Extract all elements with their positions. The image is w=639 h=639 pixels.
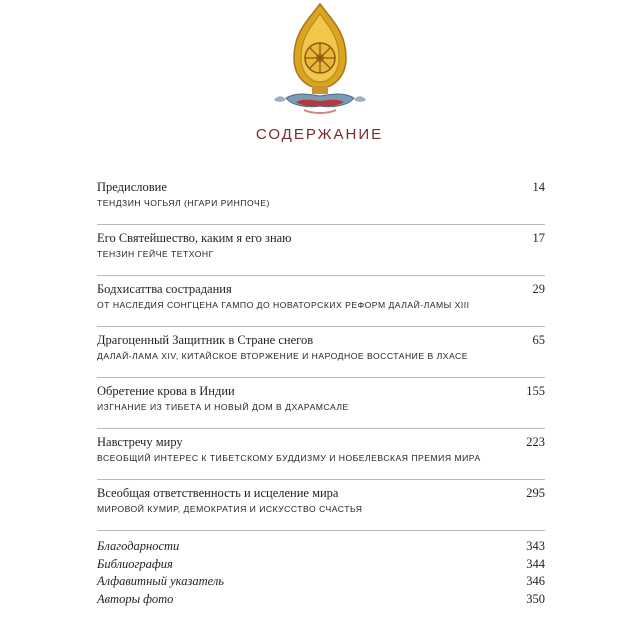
entry-title: Его Святейшество, каким я его знаю — [97, 231, 292, 245]
entry-subtitle: МИРОВОЙ КУМИР, ДЕМОКРАТИЯ И ИСКУССТВО СЧАСТЬЯ — [97, 504, 363, 514]
entry-title: Навстречу миру — [97, 435, 183, 449]
page-title: СОДЕРЖАНИЕ — [255, 126, 384, 143]
entry-title: Обретение крова в Индии — [97, 384, 235, 398]
back-matter-entry[interactable] — [97, 574, 545, 592]
entry-title: Алфавитный указатель — [97, 574, 224, 588]
entry-title: Библиография — [97, 556, 173, 571]
entry-page: 350 — [526, 591, 545, 606]
entry-page: 14 — [532, 180, 545, 194]
back-matter-entry[interactable] — [97, 557, 545, 575]
toc-entry[interactable] — [97, 276, 545, 327]
entry-title: Драгоценный Защитник в Стране снегов — [97, 333, 314, 347]
back-matter — [97, 531, 545, 609]
table-of-contents — [97, 174, 545, 609]
entry-subtitle: ТЕНЗИН ГЕЙЧЕ ТЕТХОНГ — [97, 249, 214, 259]
back-matter-entry[interactable] — [97, 539, 545, 557]
entry-page: 295 — [526, 486, 545, 500]
entry-page: 65 — [532, 333, 545, 347]
toc-entry[interactable] — [97, 378, 545, 429]
entry-title: Предисловие — [97, 180, 167, 194]
dharma-wheel-icon — [268, 2, 372, 120]
entry-page: 17 — [532, 231, 545, 245]
entry-page: 29 — [532, 282, 545, 296]
entry-page: 344 — [526, 556, 545, 571]
entry-subtitle: ДАЛАЙ-ЛАМА XIV, КИТАЙСКОЕ ВТОРЖЕНИЕ И НАРОДНОЕ ВОССТАНИЕ В ЛХАСЕ — [97, 351, 468, 361]
entry-title: Авторы фото — [97, 591, 174, 606]
entry-subtitle: ТЕНДЗИН ЧОГЬЯЛ (НГАРИ РИНПОЧЕ) — [97, 198, 270, 208]
entry-page: 343 — [526, 539, 545, 553]
entry-title: Бодхисаттва сострадания — [97, 282, 232, 296]
toc-entry[interactable] — [97, 174, 545, 225]
entry-title: Благодарности — [97, 539, 180, 553]
entry-page: 223 — [526, 435, 545, 449]
toc-entry[interactable] — [97, 429, 545, 480]
toc-entry[interactable] — [97, 327, 545, 378]
entry-page: 155 — [526, 384, 545, 398]
toc-entry[interactable] — [97, 480, 545, 531]
toc-entry[interactable] — [97, 225, 545, 276]
entry-title: Всеобщая ответственность и исцеление мира — [97, 486, 339, 500]
back-matter-entry[interactable] — [97, 592, 545, 610]
entry-subtitle: ВСЕОБЩИЙ ИНТЕРЕС К ТИБЕТСКОМУ БУДДИЗМУ И НОБЕЛЕВСКАЯ ПРЕМИЯ МИРА — [97, 453, 481, 463]
entry-subtitle: ИЗГНАНИЕ ИЗ ТИБЕТА И НОВЫЙ ДОМ В ДХАРАМСАЛЕ — [97, 402, 349, 412]
entry-subtitle: ОТ НАСЛЕДИЯ СОНГЦЕНА ГАМПО ДО НОВАТОРСКИХ РЕФОРМ ДАЛАЙ-ЛАМЫ XIII — [97, 300, 470, 310]
entry-page: 346 — [526, 574, 545, 588]
